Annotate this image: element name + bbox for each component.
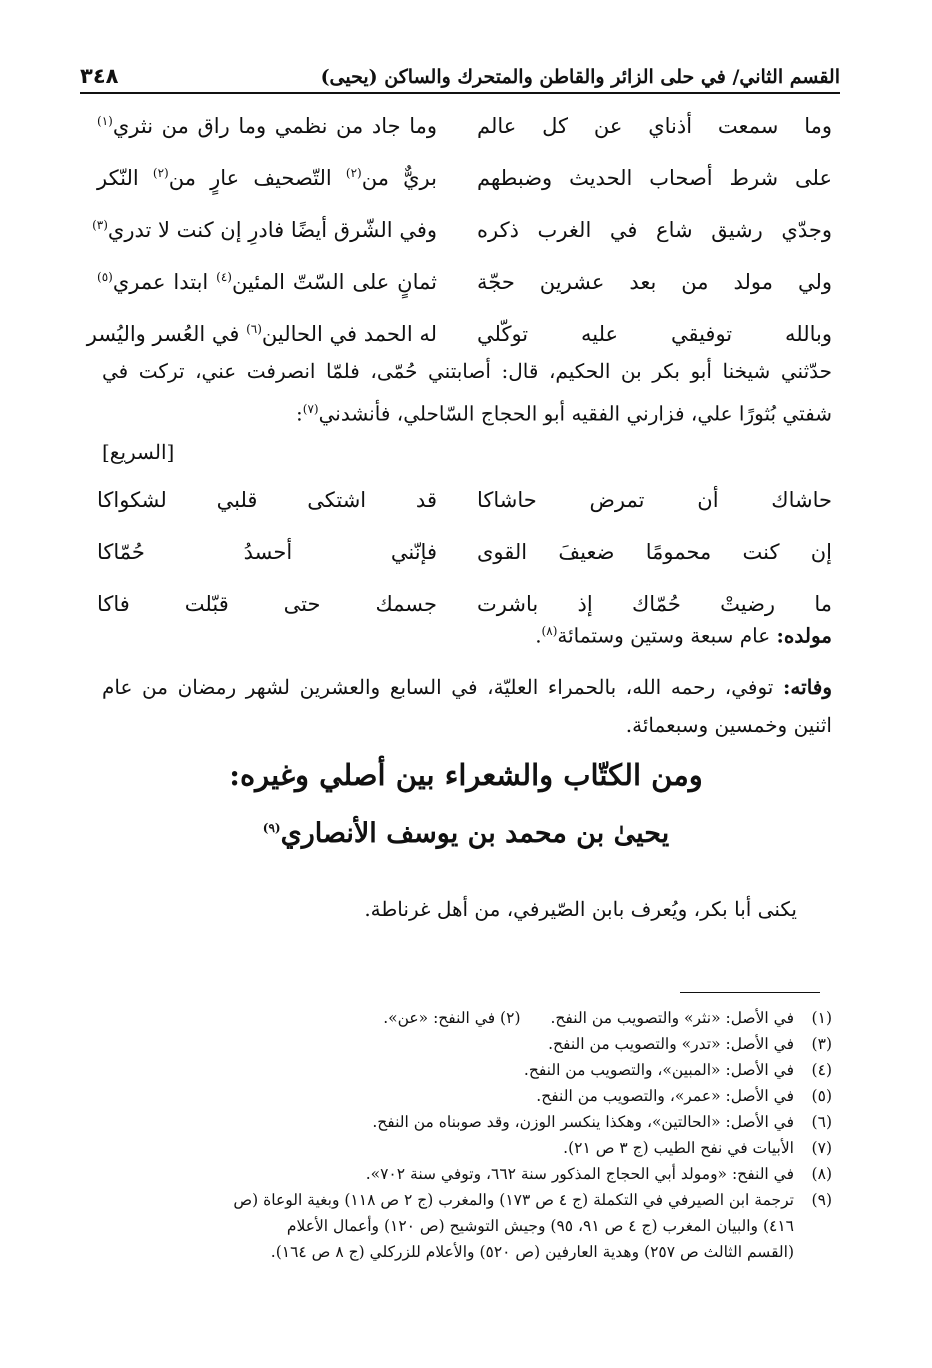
hemistich-second: بريٌّ من$^{(٢)}$ التّصحيف عارٍ من$^{(٢)}$ النّكر [97, 166, 437, 190]
section-heading: ومن الكتّاب والشعراء بين أصلي وغيره: [229, 758, 703, 792]
footnote-text: في الأصل: «عمر»، والتصويب من النفح. [536, 1087, 794, 1105]
death-paragraph: وفاته: توفي، رحمه الله، بالحمراء العليّة، في السابع والعشرين لشهر رمضان من عام اثنين وخمسين وسبعمائة. [102, 675, 832, 737]
hemistich-first: ولي مولد من بعد عشرين حجّة [477, 270, 832, 294]
footnote-continuation: ٤١٦) والبيان المغرب (ج ٤ ص ٩١، ٩٥) وجيش التوشيح (ص ١٢٠) وأعمال الأعلام [286, 1217, 794, 1235]
verse [97, 474, 832, 526]
hemistich-first: وجدّي رشيق شاع في الغرب ذكره [477, 218, 832, 242]
hemistich-first: إن كنت محمومًا ضعيفَ القوى [477, 540, 832, 564]
hemistich-first: على شرط أصحاب الحديث وضبطهم [477, 166, 832, 190]
footnote-number: (٤) [811, 1061, 832, 1079]
footnote-text: في الأصل: «المبين»، والتصويب من النفح. [523, 1061, 794, 1079]
hemistich-second: وفي الشّرق أيضًا فادرِ إن كنت لا تدري$^{(٣)}$ [92, 218, 437, 242]
footnote-text: في الأصل: «نثر» والتصويب من النفح.(٢) في النفح: «عن». [383, 1009, 794, 1027]
hemistich-second: جسمك حتى قبّلت فاكا [97, 592, 437, 616]
footnote-ref[interactable]: (٦) [246, 322, 262, 336]
footnote-text: في النفح: «ومولد أبي الحجاج المذكور سنة ٦٦٢، وتوفي سنة ٧٠٢». [365, 1165, 794, 1183]
running-title: القسم الثاني/ في حلى الزائر والقاطن والمتحرك والساكن (يحيى) [320, 66, 840, 88]
footnote-text: ترجمة ابن الصيرفي في التكملة (ج ٤ ص ١٧٣) والمغرب (ج ٢ ص ١١٨) وبغية الوعاة (ص [233, 1191, 794, 1209]
person-heading: يحيىٰ بن محمد بن يوسف الأنصاري$^{(٩)}$ [262, 818, 670, 849]
anecdote-paragraph: حدّثني شيخنا أبو بكر بن الحكيم، قال: أصابتني حُمّى، فلمّا انصرفت عني، تركت في شفتي بُثورًا علي، فزارني الفقيه أبو الحجاج السّاحلي، فأنشدني$^{(٧)}$: [السريع] [102, 352, 832, 471]
footnote-ref[interactable]: (٥) [97, 270, 113, 284]
footnote-ref[interactable]: (٣) [92, 218, 108, 232]
footnote-ref[interactable]: (٤) [216, 270, 232, 284]
footnote-rule [680, 992, 820, 993]
footnote [102, 1057, 832, 1083]
footnote [102, 1109, 832, 1135]
hemistich-second: فإنّني أحسدُ حُمّاكا [97, 540, 437, 564]
footnote-ref[interactable]: (٧) [302, 402, 319, 416]
footnote-text: في النفح: «عن». [383, 1009, 496, 1027]
footnote-number: (١) [811, 1009, 832, 1027]
death-label: وفاته: [783, 675, 832, 699]
footnote [102, 1135, 832, 1161]
footnote-text: الأبيات في نفح الطيب (ج ٣ ص ٢١). [563, 1139, 794, 1157]
footnote-ref[interactable]: (٩) [262, 821, 281, 835]
poem-second [97, 474, 832, 630]
footnote [102, 1031, 832, 1057]
hemistich-first: وبالله توفيقي عليه توكّلي [477, 322, 832, 346]
footnote-continuation: (القسم الثالث ص ٢٥٧) وهدية العارفين (ص ٥٢٠) والأعلام للزركلي (ج ٨ ص ١٦٤). [270, 1243, 794, 1261]
meter-label: [السريع] [102, 439, 175, 464]
footnote-number: (٣) [811, 1035, 832, 1053]
footnote [102, 1083, 832, 1109]
poem-first [86, 100, 832, 360]
footnote-number: (٢) [500, 1009, 521, 1027]
hemistich-first: حاشاك أن تمرض حاشاكا [477, 488, 832, 512]
footnote-number: (٩) [811, 1191, 832, 1209]
running-header [80, 58, 840, 94]
verse [97, 100, 832, 152]
footnote-ref[interactable]: (٢) [345, 166, 362, 180]
verse [97, 256, 832, 308]
footnote-text: في الأصل: «تدر» والتصويب من النفح. [548, 1035, 794, 1053]
birth-label: مولده: [776, 623, 832, 648]
verse [92, 204, 832, 256]
footnote [102, 1005, 832, 1031]
footnote-number: (٧) [811, 1139, 832, 1157]
footnote-number: (٨) [811, 1165, 832, 1183]
footnote-text: في الأصل: «الحالتين»، وهكذا ينكسر الوزن، وقد صوبناه من النفح. [372, 1113, 794, 1131]
birth-paragraph: مولده: عام سبعة وستين وستمائة$^{(٨)}$. [535, 623, 832, 648]
hemistich-first: ما رضيتْ حُمّاك إذ باشرت [477, 592, 832, 616]
footnote-ref[interactable]: (٨) [541, 624, 558, 638]
footnotes [102, 1005, 832, 1265]
page-number: ٣٤٨ [80, 64, 119, 88]
footnote-ref[interactable]: (٢) [152, 166, 169, 180]
hemistich-second: له الحمد في الحالين$^{(٦)}$ في العُسر واليُسر [86, 322, 437, 346]
footnote [102, 1161, 832, 1187]
hemistich-first: وما سمعت أذناي عن كل عالم [477, 114, 832, 138]
footnote-ref[interactable]: (١) [97, 114, 113, 128]
verse [97, 152, 832, 204]
hemistich-second: ثمانٍ على السّتّ المئين$^{(٤)}$ ابتدا عمري$^{(٥)}$ [97, 270, 437, 294]
footnote-number: (٦) [811, 1113, 832, 1131]
footnote-number: (٥) [811, 1087, 832, 1105]
verse [97, 526, 832, 578]
person-intro: يكنى أبا بكر، ويُعرف بابن الصّيرفي، من أهل غرناطة. [364, 897, 797, 921]
footnote [102, 1187, 832, 1213]
hemistich-second: وما جاد من نظمي وما راق من نثري$^{(١)}$ [97, 114, 437, 138]
hemistich-second: قد اشتكى قلبي لشكواكا [97, 488, 437, 512]
